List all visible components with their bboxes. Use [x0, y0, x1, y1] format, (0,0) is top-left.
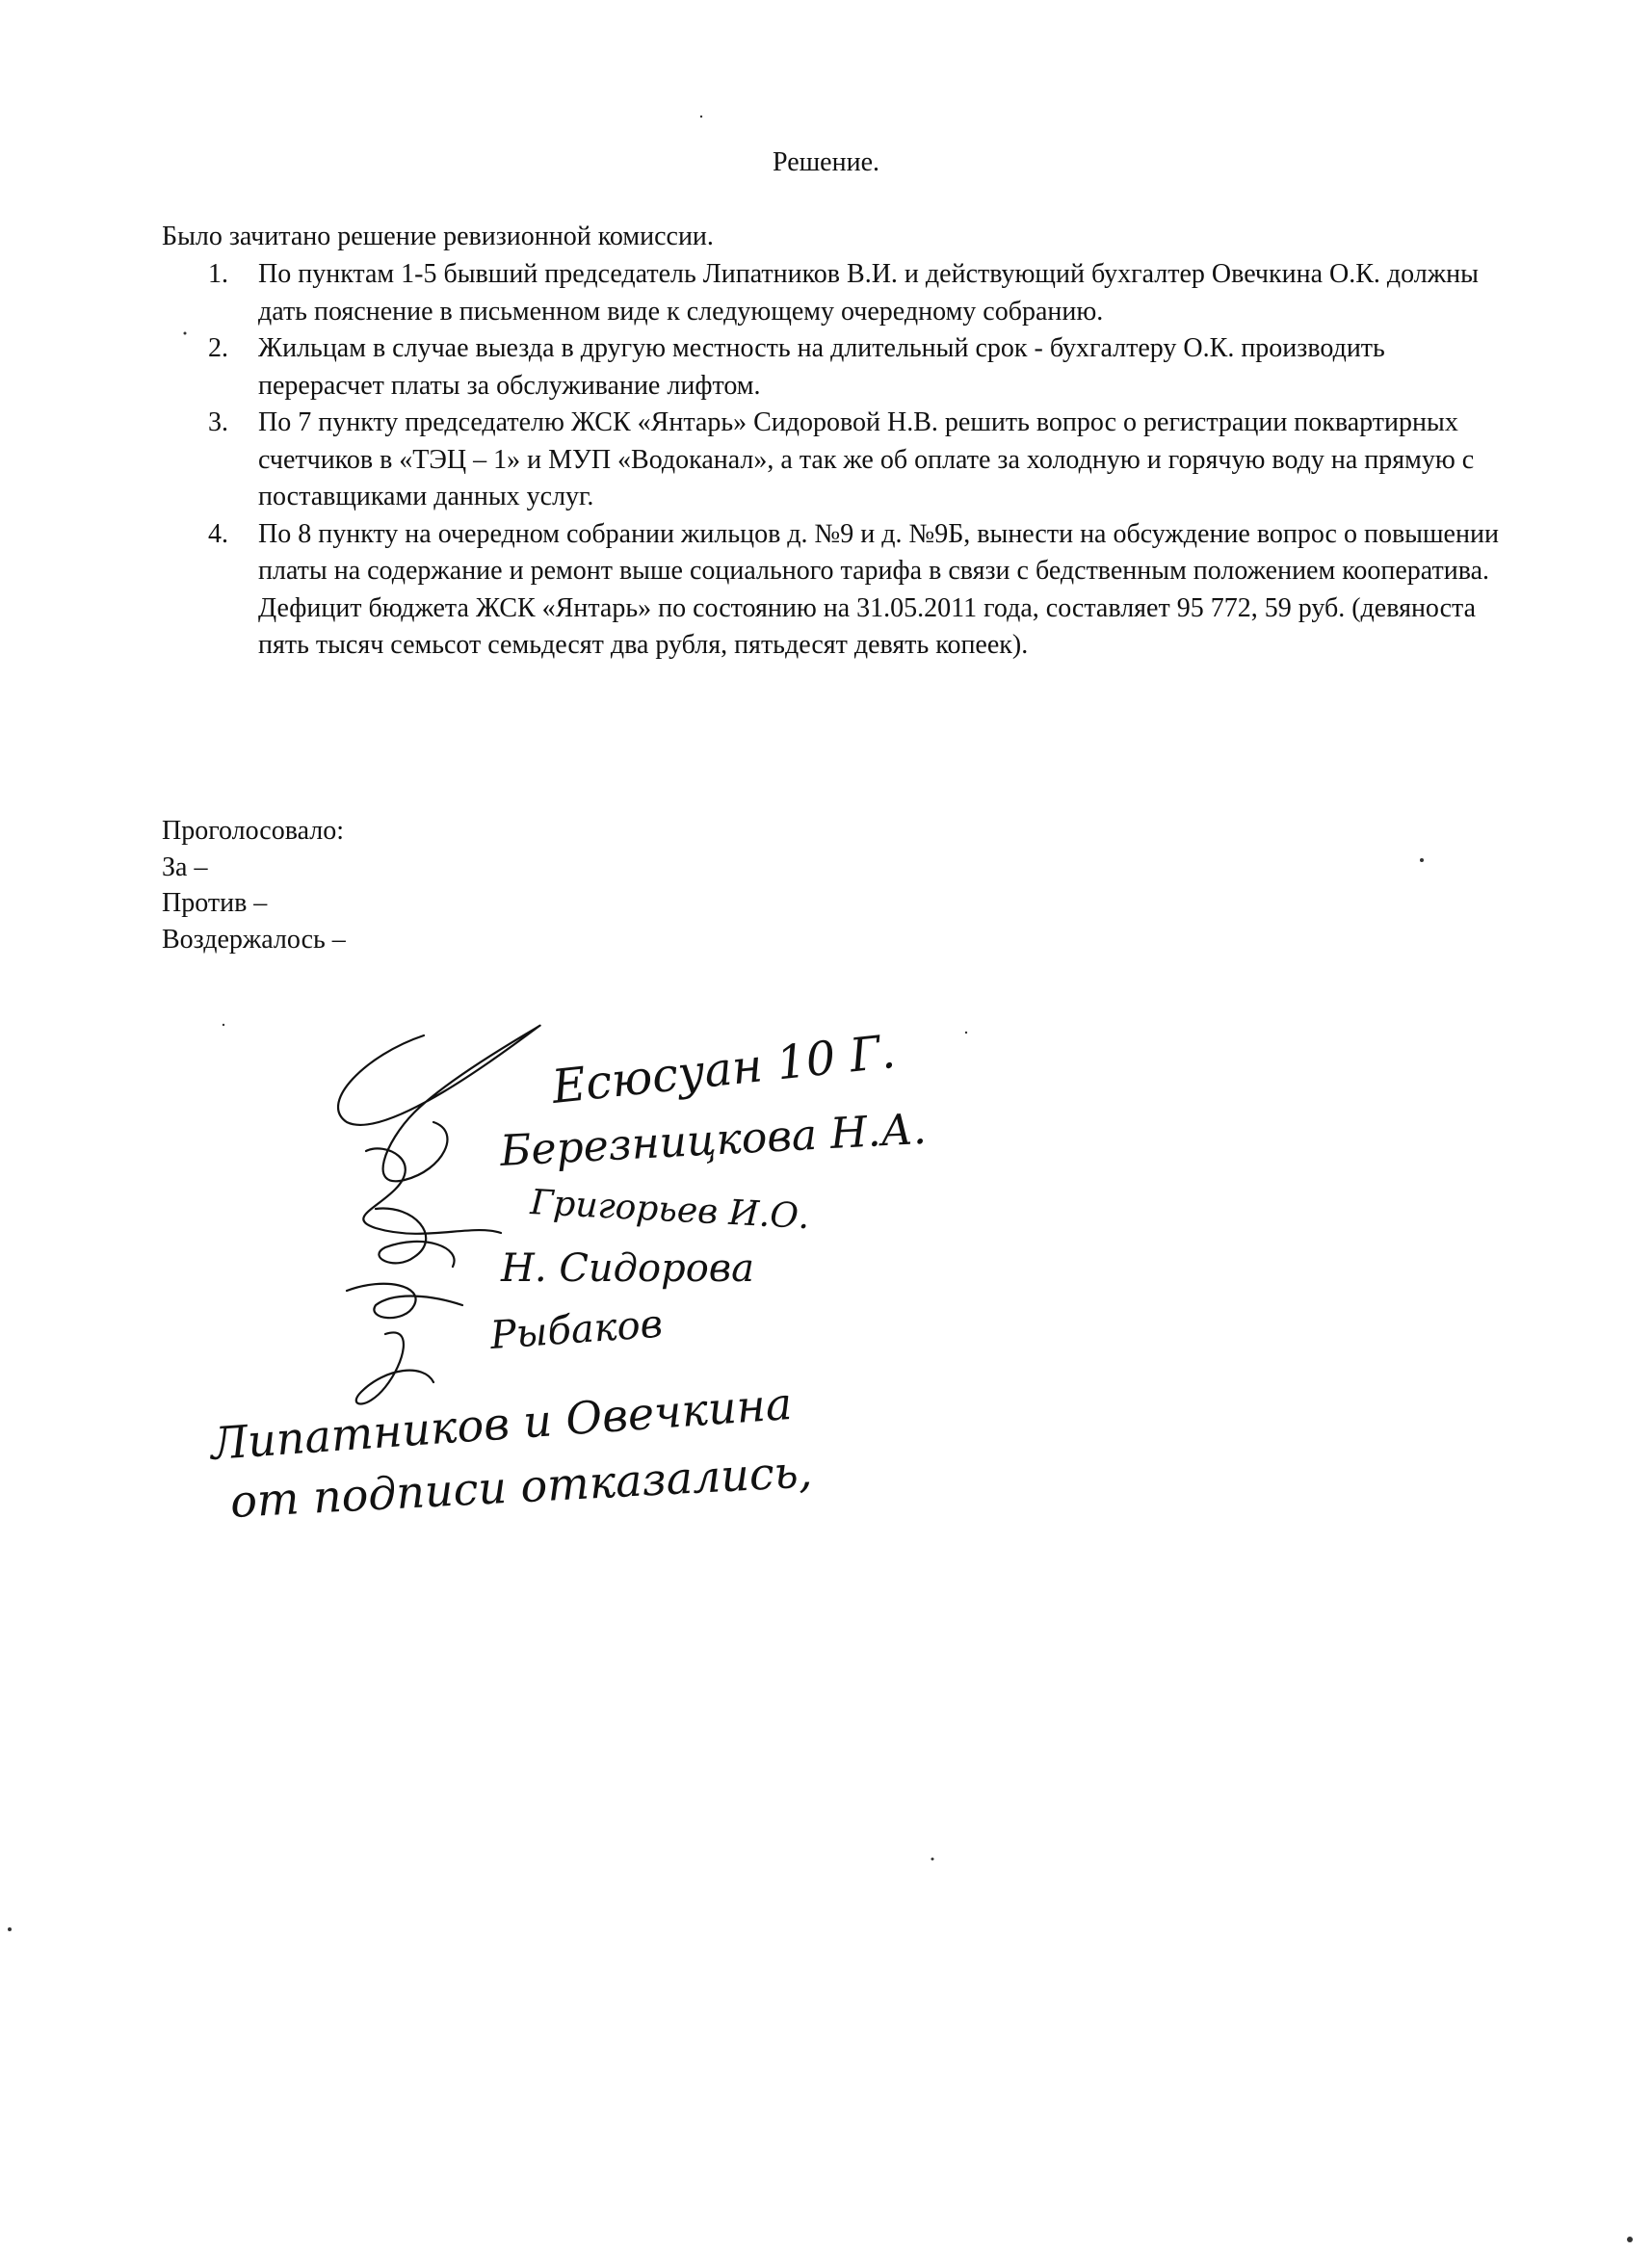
document-title: Решение. — [772, 147, 879, 177]
signature-name-2: Березницкова Н.А. — [498, 1104, 928, 1176]
vote-against: Против – — [162, 888, 268, 918]
decision-number: 1. — [208, 259, 228, 289]
intro-line: Было зачитано решение ревизионной комиссии. — [162, 222, 714, 251]
decision-text: Жильцам в случае выезда в другую местность на длительный срок - бухгалтеру О.К. производить перерасчет платы за обслуживание лифтом. — [258, 333, 1385, 401]
signature-name-5: Рыбаков — [488, 1301, 665, 1358]
vote-for: За – — [162, 851, 208, 882]
decision-number: 3. — [208, 407, 228, 437]
vote-heading: Проголосовало: — [162, 816, 345, 846]
refusal-note-line-1: Липатников и Овечкина — [209, 1376, 794, 1470]
refusal-note-line-2: от подписи отказались, — [228, 1445, 814, 1528]
decision-text: По пунктам 1-5 бывший председатель Липатников В.И. и действующий бухгалтер Овечкина О.К. должны дать пояснение в письменном виде к следующему очередному собранию. — [258, 259, 1479, 327]
decision-text: По 7 пункту председателю ЖСК «Янтарь» Сидоровой Н.В. решить вопрос о регистрации поквартирных счетчиков в «ТЭЦ – 1» и МУП «Водоканал», а так же об оплате за холодную и горячую воду на прямую с поставщиками данных услуг. — [258, 407, 1475, 511]
decision-number: 2. — [208, 333, 228, 363]
signature-name-4: Н. Сидорова — [501, 1246, 754, 1291]
signature-name-1: Есюсуан 10 Г. — [549, 1024, 899, 1114]
decision-number: 4. — [208, 518, 228, 549]
signature-name-3: Григорьев И.О. — [529, 1183, 811, 1238]
decision-text: По 8 пункту на очередном собрании жильцов д. №9 и д. №9Б, вынести на обсуждение вопрос о повышении платы на содержание и ремонт выше социального тарифа в связи с бедственным положением кооператива. Дефицит бюджета ЖСК «Янтарь» по состоянию на 31.05.2011 года, составляет 95 772, 59 руб. (девяноста пять тысяч семьсот семьдесят два рубля, пятьдесят девять копеек). — [258, 518, 1499, 660]
vote-abstained: Воздержалось – — [162, 924, 346, 955]
